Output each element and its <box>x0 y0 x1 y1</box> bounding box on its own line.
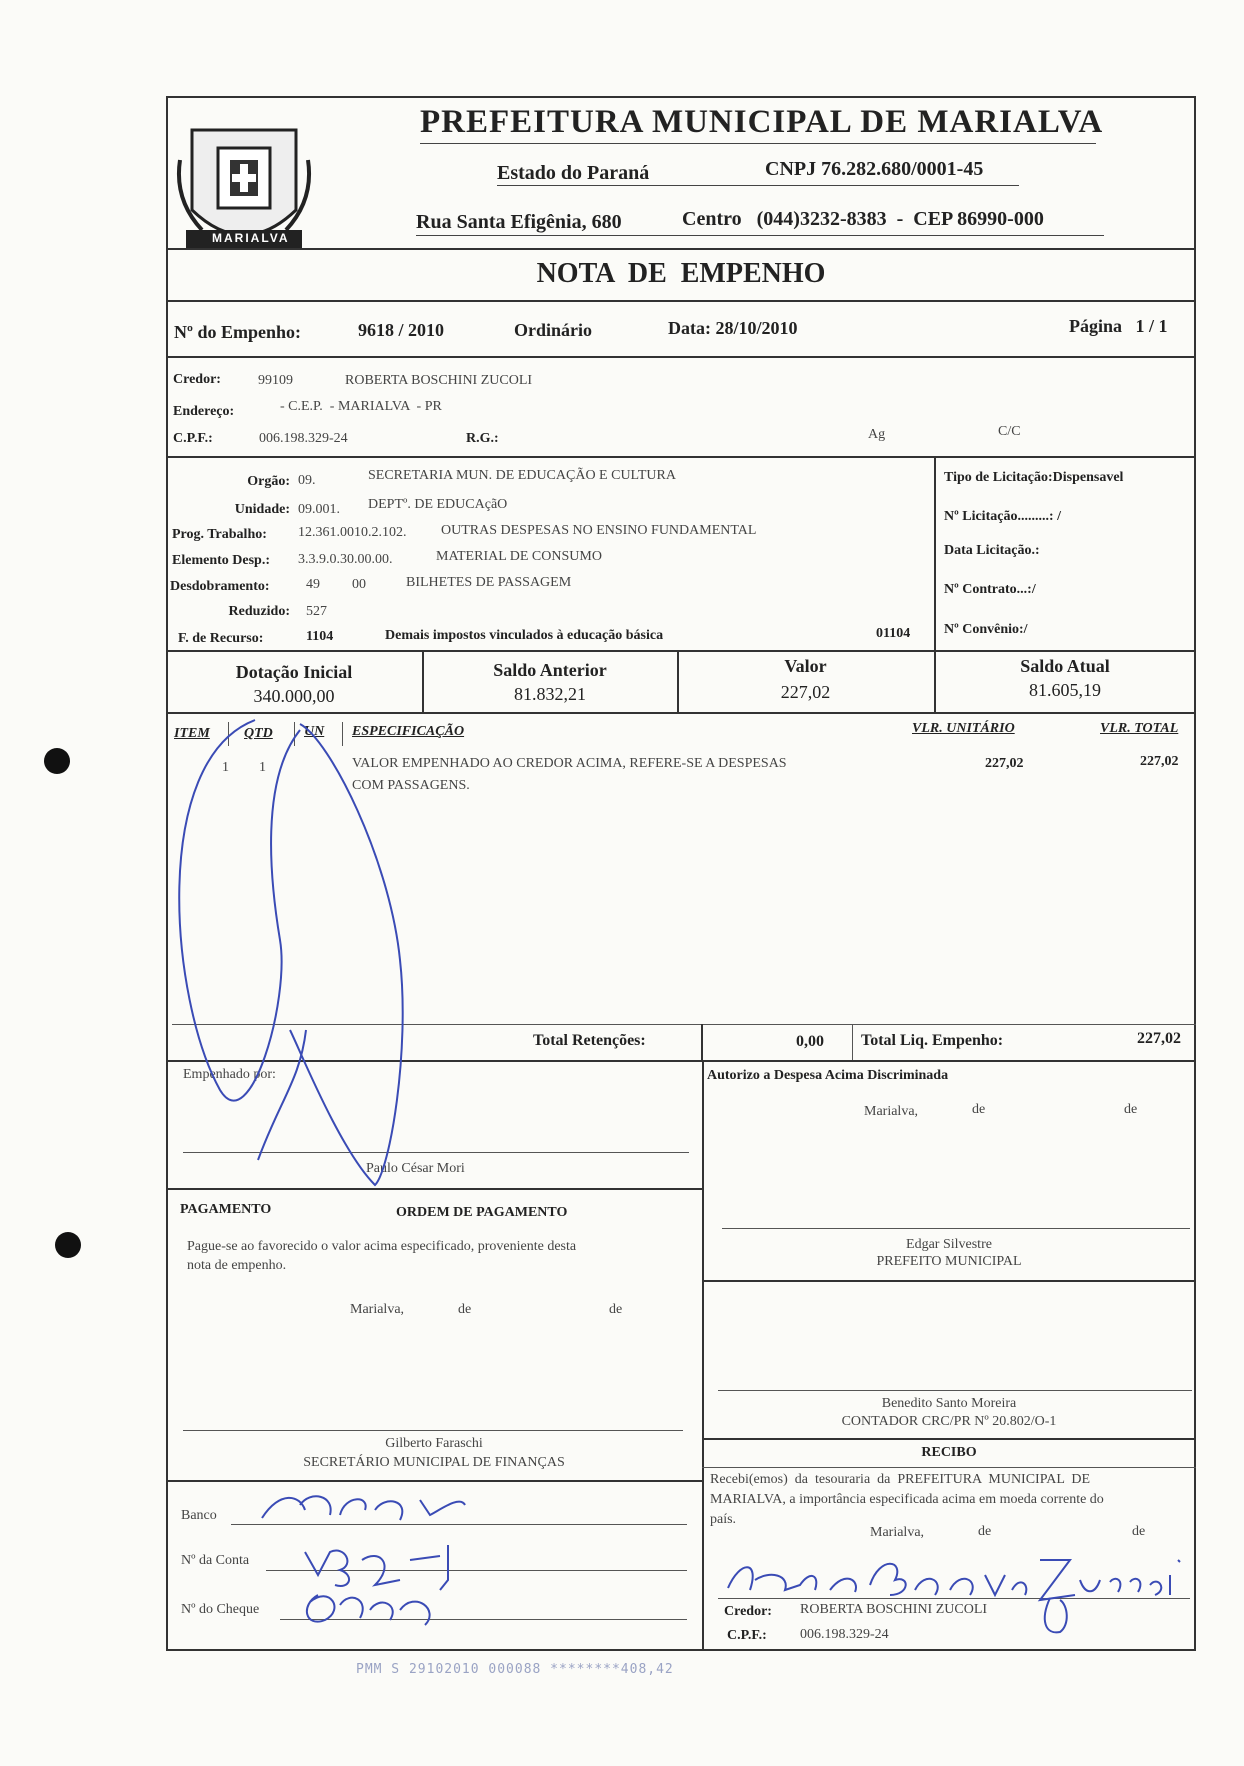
elemento-label: Elemento Desp.: <box>172 553 270 568</box>
credor-code: 99109 <box>258 373 293 388</box>
recibo-cpf-label: C.P.F.: <box>727 1628 767 1643</box>
punch-hole-top <box>44 748 70 774</box>
cheque-label: Nº do Cheque <box>181 1602 260 1617</box>
licitacao-numero: Nº Licitação.........: / <box>944 509 1061 524</box>
saldo-anterior-value: 81.832,21 <box>514 684 586 704</box>
header-cnpj: CNPJ 76.282.680/0001-45 <box>765 158 984 180</box>
prefeito-title: PREFEITO MUNICIPAL <box>876 1254 1022 1269</box>
prog-desc: OUTRAS DESPESAS NO ENSINO FUNDAMENTAL <box>441 523 757 538</box>
unidade-desc: DEPTº. DE EDUCAçãO <box>368 497 508 512</box>
desdobramento-code-2: 00 <box>352 577 366 592</box>
ordem-pagamento-title: ORDEM DE PAGAMENTO <box>396 1205 568 1220</box>
secretario-title: SECRETÁRIO MUNICIPAL DE FINANÇAS <box>303 1455 565 1470</box>
valor-value: 227,02 <box>780 682 831 702</box>
bank-stamp: PMM S 29102010 000088 ********408,42 <box>356 1662 674 1677</box>
retencoes-label: Total Retenções: <box>533 1032 646 1049</box>
orgao-code: 09. <box>298 473 316 488</box>
saldo-atual-label: Saldo Atual <box>1020 656 1110 676</box>
col-qtd: QTD <box>244 726 273 741</box>
autorizo-place: Marialva, <box>864 1104 919 1119</box>
contrato-numero: Nº Contrato...:/ <box>944 582 1036 597</box>
unidade-code: 09.001. <box>298 502 340 517</box>
desdobramento-desc: BILHETES DE PASSAGEM <box>406 575 572 590</box>
empenho-date: Data: 28/10/2010 <box>668 318 798 338</box>
saldo-atual-value: 81.605,19 <box>1029 680 1101 700</box>
conta-label: Nº da Conta <box>181 1553 250 1568</box>
autorizo-label: Autorizo a Despesa Acima Discriminada <box>707 1068 949 1083</box>
credor-name: ROBERTA BOSCHINI ZUCOLI <box>345 373 533 388</box>
unidade-label: Unidade: <box>234 502 290 517</box>
liquido-value: 227,02 <box>1137 1030 1181 1047</box>
recibo-text-line1: Recebi(emos) da tesouraria da PREFEITURA MUNICIPAL DE <box>710 1472 1091 1487</box>
cc-label: C/C <box>998 424 1021 439</box>
cpf-value: 006.198.329-24 <box>259 431 348 446</box>
prog-code: 12.361.0010.2.102. <box>298 525 407 540</box>
autorizo-de-2: de <box>1124 1102 1138 1117</box>
endereco-value: - C.E.P. - MARIALVA - PR <box>280 399 442 414</box>
contador-name: Benedito Santo Moreira <box>881 1396 1017 1411</box>
recibo-place: Marialva, <box>870 1525 925 1540</box>
col-un: UN <box>304 724 325 739</box>
header-address: Rua Santa Efigênia, 680 <box>416 211 622 233</box>
document-title: NOTA DE EMPENHO <box>536 258 826 289</box>
pagamento-text-line1: Pague-se ao favorecido o valor acima especificado, proveniente desta <box>187 1239 577 1254</box>
recibo-de-1: de <box>978 1524 992 1539</box>
reduzido-label: Reduzido: <box>228 604 290 619</box>
ag-label: Ag <box>868 427 886 442</box>
municipal-seal-logo <box>172 120 316 260</box>
recibo-text-line2: MARIALVA, a importância especificada acima em moeda corrente do <box>710 1492 1104 1507</box>
retencoes-value: 0,00 <box>796 1033 824 1050</box>
reduzido-value: 527 <box>306 604 327 619</box>
valor-label: Valor <box>784 656 827 676</box>
banco-label: Banco <box>181 1508 217 1523</box>
recibo-de-2: de <box>1132 1524 1146 1539</box>
empenhado-por-label: Empenhado por: <box>183 1067 276 1082</box>
seal-text: MARIALVA <box>212 231 290 245</box>
recibo-text-line3: país. <box>710 1512 737 1527</box>
item-qtd: 1 <box>259 760 266 775</box>
prog-label: Prog. Trabalho: <box>172 527 267 542</box>
col-total: VLR. TOTAL <box>1100 721 1179 736</box>
pagamento-place: Marialva, <box>350 1302 405 1317</box>
rg-label: R.G.: <box>466 431 499 446</box>
item-total-value: 227,02 <box>1140 754 1179 769</box>
secretario-name: Gilberto Faraschi <box>385 1436 483 1451</box>
saldo-anterior-label: Saldo Anterior <box>493 660 607 680</box>
col-item: ITEM <box>174 726 210 741</box>
elemento-desc: MATERIAL DE CONSUMO <box>436 549 602 564</box>
recibo-title: RECIBO <box>921 1445 977 1460</box>
empenho-number-label: Nº do Empenho: <box>174 322 301 342</box>
elemento-code: 3.3.9.0.30.00.00. <box>298 552 393 567</box>
item-desc-line2: COM PASSAGENS. <box>352 778 470 793</box>
col-especificacao: ESPECIFICAÇÃO <box>352 724 465 739</box>
licitacao-tipo: Tipo de Licitação:Dispensavel <box>944 470 1124 485</box>
autorizo-de-1: de <box>972 1102 986 1117</box>
dotacao-inicial-value: 340.000,00 <box>253 686 335 706</box>
credor-label: Credor: <box>173 372 221 387</box>
licitacao-data: Data Licitação.: <box>944 543 1040 558</box>
item-number: 1 <box>222 760 229 775</box>
desdobramento-label: Desdobramento: <box>170 579 270 594</box>
desdobramento-code-1: 49 <box>306 577 320 592</box>
contador-title: CONTADOR CRC/PR Nº 20.802/O-1 <box>841 1414 1057 1429</box>
liquido-label: Total Liq. Empenho: <box>861 1032 1004 1049</box>
empenhado-por-name: Paulo César Mori <box>366 1161 465 1176</box>
recurso-label: F. de Recurso: <box>178 631 264 646</box>
orgao-label: Orgão: <box>247 474 290 489</box>
recibo-cpf-value: 006.198.329-24 <box>800 1627 889 1642</box>
recurso-code: 1104 <box>306 629 334 644</box>
header-contact: Centro (044)3232-8383 - CEP 86990-000 <box>682 208 1044 230</box>
pagamento-de-1: de <box>458 1302 472 1317</box>
col-unitario: VLR. UNITÁRIO <box>912 721 1015 736</box>
recibo-credor-label: Credor: <box>724 1604 772 1619</box>
empenho-number: 9618 / 2010 <box>358 320 445 340</box>
header-state: Estado do Paraná <box>497 162 650 184</box>
dotacao-inicial-label: Dotação Inicial <box>235 662 353 682</box>
punch-hole-bottom <box>55 1232 81 1258</box>
item-unit-value: 227,02 <box>985 756 1024 771</box>
prefeito-name: Edgar Silvestre <box>906 1237 992 1252</box>
orgao-desc: SECRETARIA MUN. DE EDUCAÇÃO E CULTURA <box>368 468 676 483</box>
pagamento-text-line2: nota de empenho. <box>187 1258 287 1273</box>
empenho-type: Ordinário <box>514 320 593 340</box>
convenio-numero: Nº Convênio:/ <box>944 622 1028 637</box>
header-title: PREFEITURA MUNICIPAL DE MARIALVA <box>420 104 1104 140</box>
cpf-label: C.P.F.: <box>173 431 213 446</box>
page-number: Página 1 / 1 <box>1069 316 1168 336</box>
recurso-number: 01104 <box>876 626 911 641</box>
item-desc-line1: VALOR EMPENHADO AO CREDOR ACIMA, REFERE-SE A DESPESAS <box>352 756 787 771</box>
pagamento-de-2: de <box>609 1302 623 1317</box>
recibo-credor-name: ROBERTA BOSCHINI ZUCOLI <box>800 1602 988 1617</box>
pagamento-title: PAGAMENTO <box>180 1202 272 1217</box>
recurso-desc: Demais impostos vinculados à educação básica <box>385 628 664 643</box>
endereco-label: Endereço: <box>173 404 235 419</box>
